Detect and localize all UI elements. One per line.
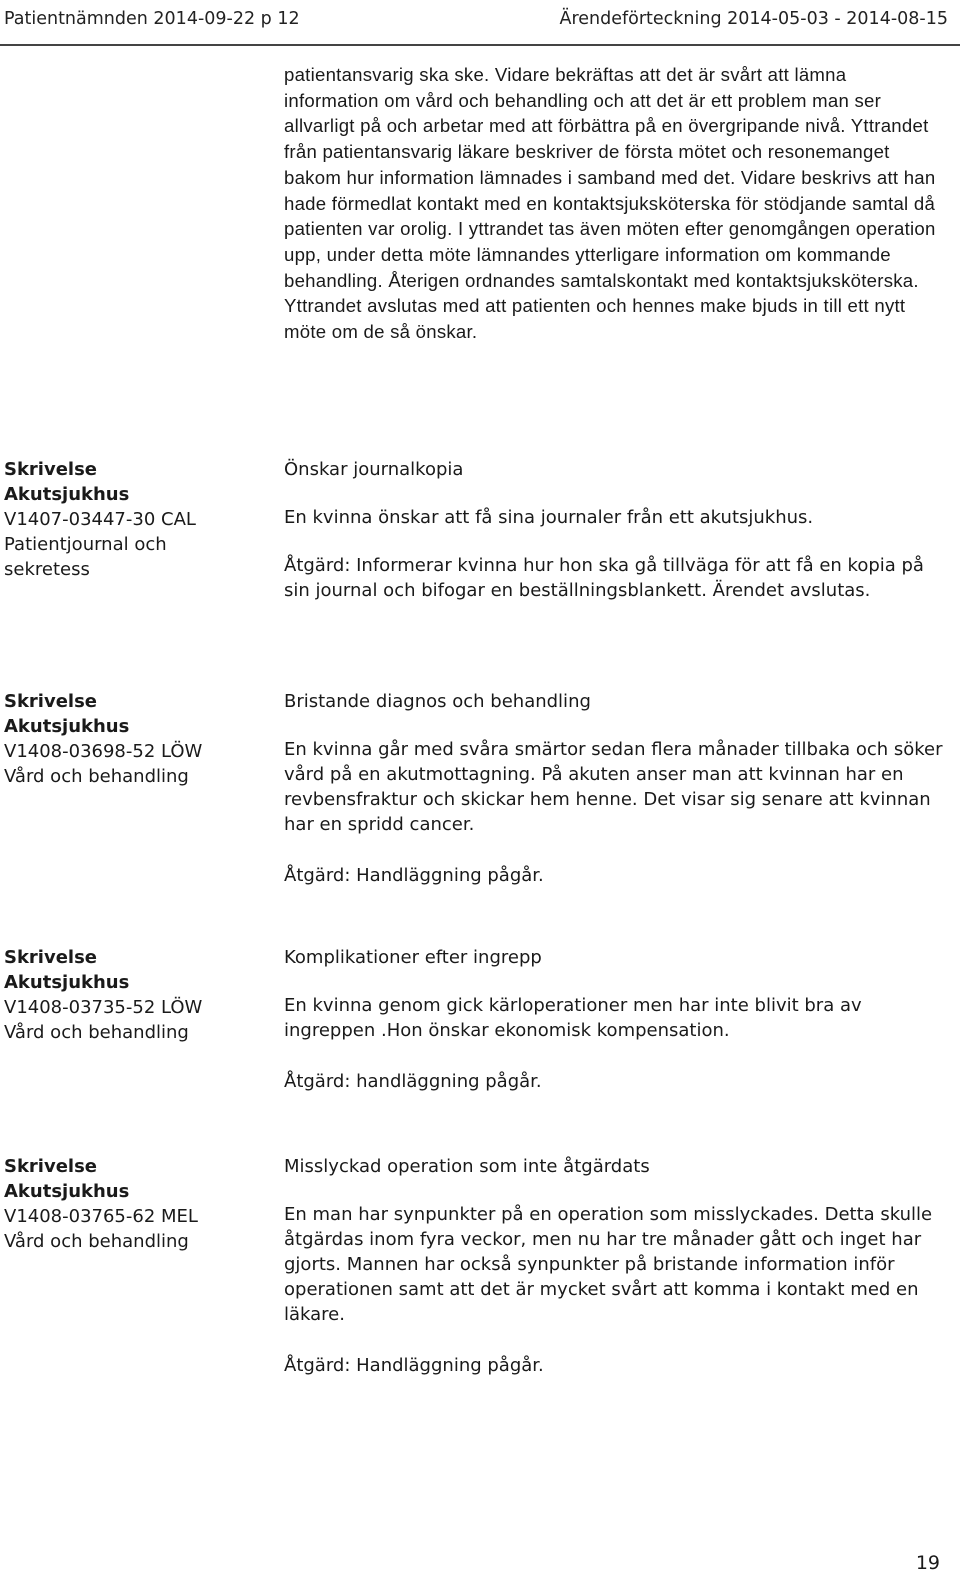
case-description: En man har synpunkter på en operation som misslyckades. Detta skulle åtgärdas inom fyra veckor, men nu har tre månader gått och inget har gjorts. Mannen har också synpunkter på bristande information inför operationen samt att det är mycket svårt att komma i kontakt med en läkare. <box>284 1204 933 1325</box>
case-title: Önskar journalkopia <box>284 459 464 480</box>
case-id: V1407-03447-30 CAL <box>4 509 196 530</box>
case-action: Åtgärd: handläggning pågår. <box>284 1071 542 1092</box>
intro-paragraph: patientansvarig ska ske. Vidare bekräftas att det är svårt att lämna information om vård och behandling och att det är ett problem man ser allvarligt på och arbetar med att förbättra på en övergripande nivå. Yttrandet från patientansvarig läkare beskriver de första mötet och resonemanget bakom hur information lämnades i samband med det. Vidare beskrivs att han hade förmedlat kontakt med en kontaktsjuksköterska för stödjande samtal då patienten var orolig. I yttrandet tas även möten efter genomgången operation upp, under detta möte lämnandes ytterligare information om kommande behandling. Återigen ordnandes samtalskontakt med kontaktsjuksköterska. Yttrandet avslutas med att patienten och hennes make bjuds in till ett nytt möte om de så önskar. <box>284 64 936 343</box>
case-category: Vård och behandling <box>4 1231 189 1252</box>
case-unit: Akutsjukhus <box>4 484 130 505</box>
page-header <box>0 0 960 46</box>
case-unit: Akutsjukhus <box>4 716 130 737</box>
case-category: Vård och behandling <box>4 1022 189 1043</box>
case-description: En kvinna genom gick kärloperationer men har inte blivit bra av ingreppen .Hon önskar ekonomisk kompensation. <box>284 995 862 1041</box>
case-action: Åtgärd: Informerar kvinna hur hon ska gå tillväga för att få en kopia på sin journal och bifogar en beställningsblankett. Ärendet avslutas. <box>284 555 924 601</box>
case-id: V1408-03765-62 MEL <box>4 1206 198 1227</box>
case-id: V1408-03698-52 LÖW <box>4 741 203 762</box>
case-category: Patientjournal och sekretess <box>4 534 167 580</box>
case-title: Komplikationer efter ingrepp <box>284 947 542 968</box>
case-type: Skrivelse <box>4 691 98 712</box>
case-meta <box>4 689 254 789</box>
case-type: Skrivelse <box>4 1156 98 1177</box>
case-type: Skrivelse <box>4 947 98 968</box>
case-body <box>284 457 954 603</box>
case-action: Åtgärd: Handläggning pågår. <box>284 865 544 886</box>
case-body <box>284 689 954 888</box>
case-id: V1408-03735-52 LÖW <box>4 997 203 1018</box>
case-type: Skrivelse <box>4 459 98 480</box>
case-description: En kvinna önskar att få sina journaler från ett akutsjukhus. <box>284 507 814 528</box>
case-body <box>284 1154 954 1378</box>
case-category: Vård och behandling <box>4 766 189 787</box>
case-description: En kvinna går med svåra smärtor sedan flera månader tillbaka och söker vård på en akutmottagning. På akuten anser man att kvinnan har en revbensfraktur och skickar hem henne. Det visar sig senare att kvinnan har en spridd cancer. <box>284 739 943 835</box>
page-number: 19 <box>915 1552 940 1574</box>
case-meta <box>4 1154 254 1254</box>
header-right-text: Ärendeförteckning 2014-05-03 - 2014-08-15 <box>559 9 948 29</box>
case-action: Åtgärd: Handläggning pågår. <box>284 1355 544 1376</box>
case-title: Bristande diagnos och behandling <box>284 691 591 712</box>
case-meta <box>4 945 254 1045</box>
case-meta <box>4 457 254 582</box>
case-unit: Akutsjukhus <box>4 972 130 993</box>
case-body <box>284 945 954 1094</box>
case-unit: Akutsjukhus <box>4 1181 130 1202</box>
header-left-text: Patientnämnden 2014-09-22 p 12 <box>4 9 300 29</box>
case-title: Misslyckad operation som inte åtgärdats <box>284 1156 650 1177</box>
